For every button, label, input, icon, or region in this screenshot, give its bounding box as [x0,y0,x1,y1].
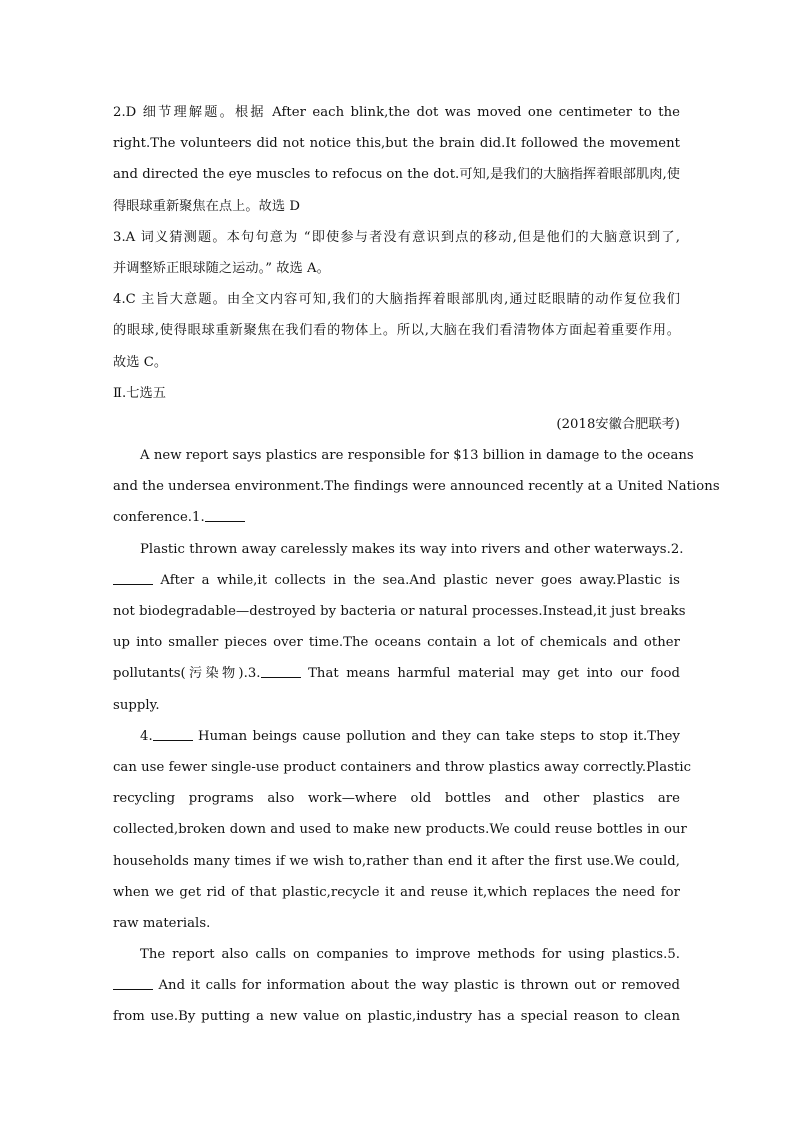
passage-p2-line-5-text-b: That means harmful material may get into our food [308,666,681,682]
passage-p2-line-2-text: After a while,it collects in the sea.And plastic never goes away.Plastic is [160,572,680,588]
passage-p1-line-3 [113,502,680,533]
answer-blank-4[interactable] [153,728,193,741]
answer-blank-5[interactable] [113,977,153,990]
answer-blank-1[interactable] [205,509,245,522]
passage-p1-line-2: and the undersea environment.The findings were announced recently at a United Nations [113,479,720,495]
passage-p3-line-4: collected,broken down and used to make new products.We could reuse bottles in our [113,822,687,838]
passage-p2-line-5 [113,658,680,689]
passage-p2-line-5-text-a: pollutants(污染物).3. [113,666,261,682]
passage-p4-line-1: The report also calls on companies to improve methods for using plastics.5. [140,947,680,963]
passage-p3-line-2: can use fewer single-use product containers and throw plastics away correctly.Plastic [113,759,692,775]
answer-3-line-2: 并调整矫正眼球随之运动。” 故选 A。 [113,260,330,276]
passage-p2-line-2 [113,565,680,596]
answer-2-line-3: and directed the eye muscles to refocus on the dot.可知,是我们的大脑指挥着眼部肌肉,使 [113,167,680,183]
passage-p1-line-3-text: conference.1. [113,510,205,526]
answer-2-line-2: right.The volunteers did not notice this,but the brain did.It followed the movement [113,136,680,152]
passage-p1-line-1: A new report says plastics are responsible for $13 billion in damage to the oceans [140,448,694,464]
passage-p4-line-2 [113,970,680,1001]
answer-4-line-1: 4.C 主旨大意题。由全文内容可知,我们的大脑指挥着眼部肌肉,通过眨眼睛的动作复位我们 [113,292,680,308]
answer-blank-3[interactable] [261,665,301,678]
passage-p2-line-3: not biodegradable—destroyed by bacteria or natural processes.Instead,it just breaks [113,604,686,619]
section-heading: Ⅱ.七选五 [113,385,166,401]
answer-4-line-3: 故选 C。 [113,354,168,370]
answer-2-line-4: 得眼球重新聚焦在点上。故选 D [113,198,300,214]
answer-4-line-2: 的眼球,使得眼球重新聚焦在我们看的物体上。所以,大脑在我们看清物体方面起着重要作用。 [113,323,680,339]
passage-p3-line-1-text-b: Human beings cause pollution and they can take steps to stop it.They [198,728,680,744]
passage-p3-line-6: when we get rid of that plastic,recycle it and reuse it,which replaces the need for [113,884,680,900]
passage-p3-line-5: households many times if we wish to,rather than end it after the first use.We could, [113,853,680,869]
answer-2-line-1: 2.D 细节理解题。根据 After each blink,the dot was moved one centimeter to the [113,105,680,120]
document-page [113,97,720,1033]
source-note: (2018安徽合肥联考) [556,416,680,432]
passage-p4-line-2-text: And it calls for information about the way plastic is thrown out or removed [158,978,680,994]
passage-p3-line-3: recycling programs also work—where old bottles and other plastics are [113,791,680,807]
passage-p2-line-6: supply. [113,697,160,713]
passage-p3-line-1 [113,721,680,752]
answer-3-line-1: 3.A 词义猜测题。本句句意为 “即使参与者没有意识到点的移动,但是他们的大脑意识到了, [113,229,680,245]
passage-p3-line-1-text-a: 4. [140,728,153,744]
passage-p2-line-1: Plastic thrown away carelessly makes its way into rivers and other waterways.2. [140,541,684,557]
passage-p4-line-3: from use.By putting a new value on plastic,industry has a special reason to clean [113,1009,680,1025]
passage-p3-line-7: raw materials. [113,915,211,931]
answer-blank-2[interactable] [113,572,153,585]
passage-p2-line-4: up into smaller pieces over time.The oceans contain a lot of chemicals and other [113,635,680,651]
